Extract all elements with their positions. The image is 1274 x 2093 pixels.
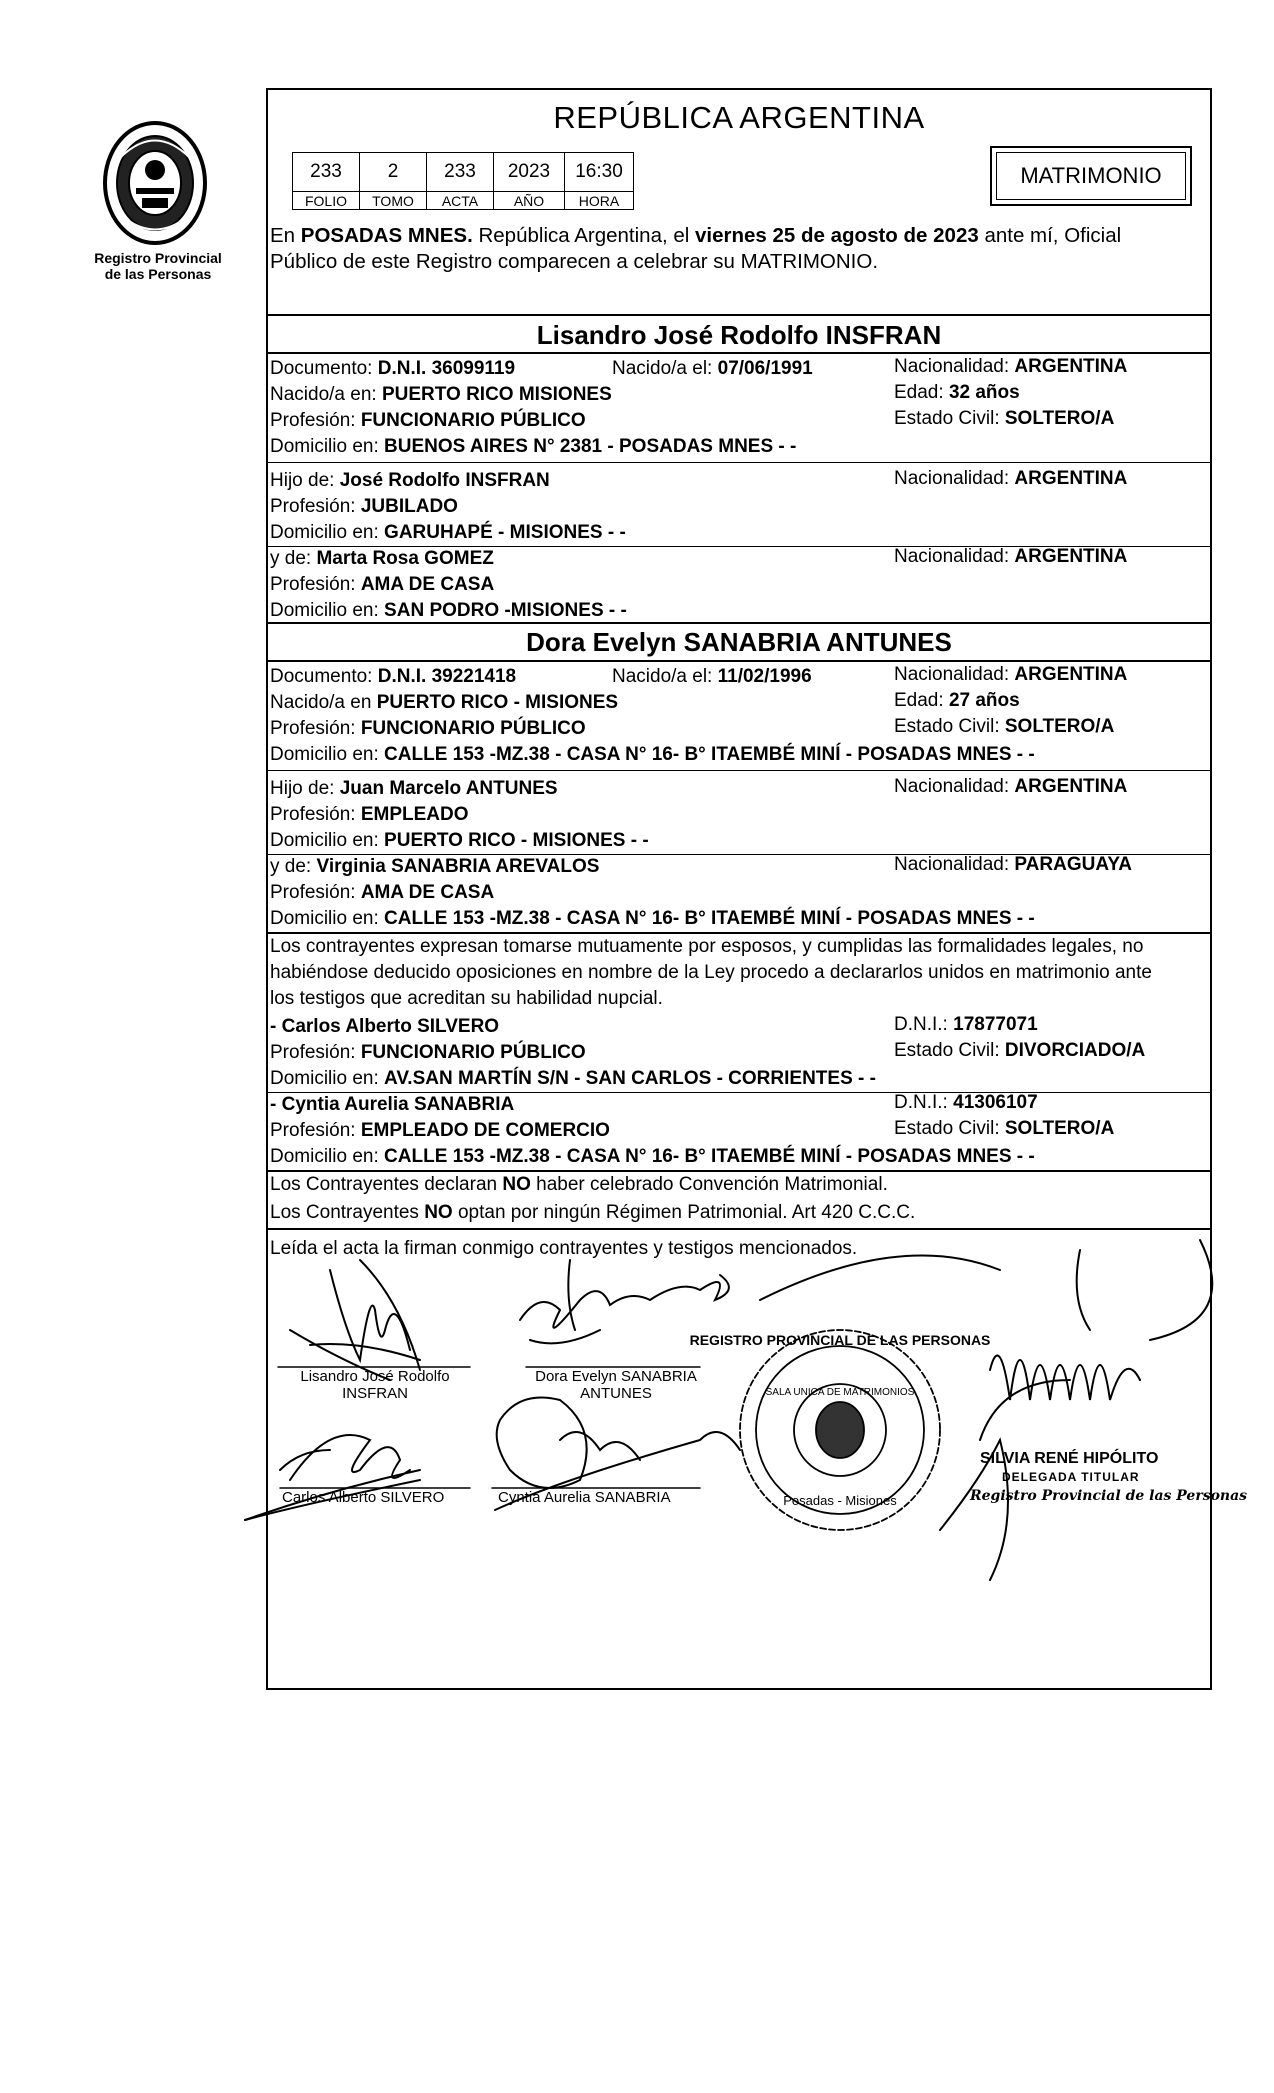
sig4-caption: Cyntia Aurelia SANABRIA — [498, 1489, 671, 1506]
witness2-dni: D.N.I.: 41306107 — [894, 1092, 1038, 1113]
party2-mother: y de: Virginia SANABRIA AREVALOS — [270, 856, 600, 877]
intro-line2: Público de este Registro comparecen a celebrar su MATRIMONIO. — [270, 250, 879, 273]
party2-dom: Domicilio en: CALLE 153 -MZ.38 - CASA N° 16- B° ITAEMBÉ MINÍ - POSADAS MNES - - — [270, 744, 1035, 765]
witness2-civil: Estado Civil: SOLTERO/A — [894, 1118, 1115, 1139]
witness2-name: - Cyntia Aurelia SANABRIA — [270, 1094, 515, 1115]
party2-name: Dora Evelyn SANABRIA ANTUNES — [526, 627, 952, 657]
party1-birthplace: Nacido/a en: PUERTO RICO MISIONES — [270, 384, 612, 405]
party2-father-prof: Profesión: EMPLEADO — [270, 804, 469, 825]
witness1-dom: Domicilio en: AV.SAN MARTÍN S/N - SAN CARLOS - CORRIENTES - - — [270, 1068, 876, 1089]
party2-born: Nacido/a el: 11/02/1996 — [612, 666, 812, 687]
clause-regime: Los Contrayentes NO optan por ningún Régimen Patrimonial. Art 420 C.C.C. — [270, 1202, 916, 1223]
seal-text: REGISTRO PROVINCIAL DE LAS PERSONAS — [689, 1332, 991, 1348]
witness1-civil: Estado Civil: DIVORCIADO/A — [894, 1040, 1146, 1061]
party2-mother-prof: Profesión: AMA DE CASA — [270, 882, 495, 903]
party1-doc: Documento: D.N.I. 36099119 — [270, 358, 516, 379]
party2-father: Hijo de: Juan Marcelo ANTUNES — [270, 778, 558, 799]
party1-mother: y de: Marta Rosa GOMEZ — [270, 548, 494, 569]
party1-father: Hijo de: José Rodolfo INSFRAN — [270, 470, 550, 491]
witness2-prof: Profesión: EMPLEADO DE COMERCIO — [270, 1120, 610, 1141]
party1-dom: Domicilio en: BUENOS AIRES N° 2381 - POSADAS MNES - - — [270, 436, 797, 457]
party1-civil: Estado Civil: SOLTERO/A — [894, 408, 1115, 429]
party2-nat: Nacionalidad: ARGENTINA — [894, 664, 1128, 685]
party2-doc: Documento: D.N.I. 39221418 — [270, 666, 517, 687]
clause-convention: Los Contrayentes declaran NO haber celebrado Convención Matrimonial. — [270, 1174, 888, 1195]
signatures-intro: Leída el acta la firman conmigo contrayentes y testigos mencionados. — [270, 1238, 858, 1259]
folio-value: 233 — [293, 153, 360, 192]
seal-inner-text: SALA UNICA DE MATRIMONIOS — [765, 1387, 915, 1398]
party2-mother-dom: Domicilio en: CALLE 153 -MZ.38 - CASA N° 16- B° ITAEMBÉ MINÍ - POSADAS MNES - - — [270, 908, 1035, 929]
anio-value: 2023 — [494, 153, 565, 192]
party1-father-prof: Profesión: JUBILADO — [270, 496, 458, 517]
doc-type: MATRIMONIO — [996, 152, 1186, 200]
sig3-caption: Carlos Alberto SILVERO — [282, 1489, 445, 1506]
party2-mother-nat: Nacionalidad: PARAGUAYA — [894, 854, 1132, 875]
page-title: REPÚBLICA ARGENTINA — [553, 100, 925, 135]
official-title: DELEGADA TITULAR — [1002, 1470, 1140, 1484]
party2-father-nat: Nacionalidad: ARGENTINA — [894, 776, 1128, 797]
hora-value: 16:30 — [565, 153, 634, 192]
party1-name: Lisandro José Rodolfo INSFRAN — [536, 320, 942, 350]
party1-born: Nacido/a el: 07/06/1991 — [612, 358, 813, 379]
acta-label: ACTA — [427, 192, 494, 210]
party2-birthplace: Nacido/a en PUERTO RICO - MISIONES — [270, 692, 619, 713]
logo-caption-line1: Registro Provincial — [94, 250, 222, 266]
witness1-prof: Profesión: FUNCIONARIO PÚBLICO — [270, 1042, 586, 1063]
logo-caption-line2: de las Personas — [104, 266, 212, 282]
party1-father-nat: Nacionalidad: ARGENTINA — [894, 468, 1128, 489]
signature-official — [940, 1240, 1212, 1580]
party1-father-dom: Domicilio en: GARUHAPÉ - MISIONES - - — [270, 522, 626, 543]
anio-label: AÑO — [494, 192, 565, 210]
tomo-label: TOMO — [360, 192, 427, 210]
party2-father-dom: Domicilio en: PUERTO RICO - MISIONES - - — [270, 830, 649, 851]
witness2-dom: Domicilio en: CALLE 153 -MZ.38 - CASA N° 16- B° ITAEMBÉ MINÍ - POSADAS MNES - - — [270, 1146, 1035, 1167]
declaration-line1: Los contrayentes expresan tomarse mutuamente por esposos, y cumplidas las formalidades legales, no — [270, 936, 1144, 957]
witness1-name: - Carlos Alberto SILVERO — [270, 1016, 500, 1037]
seal-bottom-text: Posadas - Misiones — [783, 1493, 897, 1508]
declaration-line2: habiéndose deducido oposiciones en nombre de la Ley procedo a declararlos unidos en matrimonio ante — [270, 962, 1152, 983]
party1-nat: Nacionalidad: ARGENTINA — [894, 356, 1128, 377]
party1-mother-prof: Profesión: AMA DE CASA — [270, 574, 495, 595]
party2-age: Edad: 27 años — [894, 690, 1020, 711]
party1-prof: Profesión: FUNCIONARIO PÚBLICO — [270, 410, 586, 431]
official-org: Registro Provincial de las Personas — [970, 1488, 1248, 1504]
party2-civil: Estado Civil: SOLTERO/A — [894, 716, 1115, 737]
tomo-value: 2 — [360, 153, 427, 192]
acta-value: 233 — [427, 153, 494, 192]
party1-mother-nat: Nacionalidad: ARGENTINA — [894, 546, 1128, 567]
sig2-caption: Dora Evelyn SANABRIA ANTUNES — [535, 1368, 697, 1402]
signature-insfran — [290, 1260, 420, 1380]
signature-sanabria-antunes — [520, 1260, 729, 1343]
signature-silvero — [245, 1435, 420, 1520]
party1-age: Edad: 32 años — [894, 382, 1020, 403]
party1-mother-dom: Domicilio en: SAN PODRO -MISIONES - - — [270, 600, 627, 621]
hora-label: HORA — [565, 192, 634, 210]
sig1-caption: Lisandro José Rodolfo INSFRAN — [300, 1368, 450, 1402]
folio-label: FOLIO — [293, 192, 360, 210]
official-name: SILVIA RENÉ HIPÓLITO — [980, 1450, 1159, 1467]
declaration-line3: los testigos que acreditan su habilidad nupcial. — [270, 988, 663, 1009]
witness1-dni: D.N.I.: 17877071 — [894, 1014, 1038, 1035]
party2-prof: Profesión: FUNCIONARIO PÚBLICO — [270, 718, 586, 739]
intro-line1: En POSADAS MNES. República Argentina, el viernes 25 de agosto de 2023 ante mí, Oficial — [270, 224, 1122, 247]
